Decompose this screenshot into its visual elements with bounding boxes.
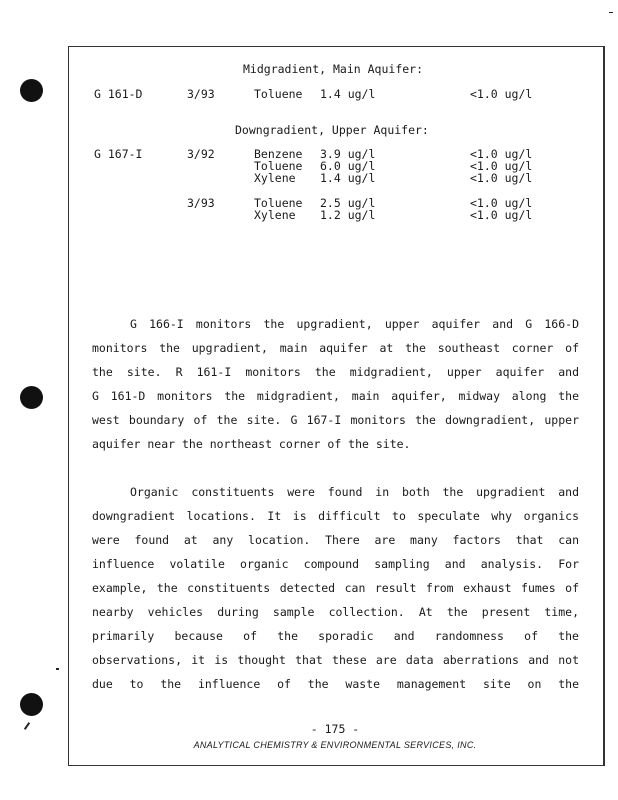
- concentration: 6.0 ug/l: [320, 159, 376, 173]
- text-line: the site. R 161-I monitors the midgradient, upper aquifer and: [92, 365, 579, 379]
- scan-speck: [24, 722, 30, 730]
- section-heading-downgradient: Downgradient, Upper Aquifer:: [235, 123, 429, 137]
- page-number: - 175 -: [310, 722, 360, 736]
- text-line: were found at any location. There are many factors that can: [92, 533, 579, 547]
- concentration: 1.2 ug/l: [320, 208, 376, 222]
- text-line: G 161-D monitors the midgradient, main aquifer, midway along the: [92, 389, 579, 403]
- compound: Toluene: [254, 87, 303, 101]
- sample-date: 3/92: [187, 147, 215, 161]
- concentration: 1.4 ug/l: [320, 87, 376, 101]
- text-line: observations, it is thought that these are data aberrations and not: [92, 653, 579, 667]
- section-heading-midgradient: Midgradient, Main Aquifer:: [243, 62, 424, 76]
- compound: Toluene: [254, 196, 303, 210]
- text-line: due to the influence of the waste management site on the: [92, 677, 579, 691]
- detection-limit: <1.0 ug/l: [470, 159, 533, 173]
- well-id: G 161-D: [94, 87, 143, 101]
- text-line: Organic constituents were found in both the upgradient and: [130, 485, 579, 499]
- text-line: nearby vehicles during sample collection. At the present time,: [92, 605, 579, 619]
- concentration: 3.9 ug/l: [320, 147, 376, 161]
- compound: Toluene: [254, 159, 303, 173]
- well-id: G 167-I: [94, 147, 143, 161]
- lab-name: ANALYTICAL CHEMISTRY & ENVIRONMENTAL SERVICES, INC.: [193, 740, 477, 750]
- detection-limit: <1.0 ug/l: [470, 208, 533, 222]
- text-line: aquifer near the northeast corner of the site.: [92, 437, 411, 451]
- compound: Benzene: [254, 147, 303, 161]
- text-line: influence volatile organic compound sampling and analysis. For: [92, 557, 579, 571]
- binder-hole-top: [20, 79, 43, 102]
- text-line: G 166-I monitors the upgradient, upper aquifer and G 166-D: [130, 317, 579, 331]
- text-line: primarily because of the sporadic and randomness of the: [92, 629, 579, 643]
- detection-limit: <1.0 ug/l: [470, 87, 533, 101]
- text-line: example, the constituents detected can result from exhaust fumes of: [92, 581, 579, 595]
- text-line: monitors the upgradient, main aquifer at the southeast corner of: [92, 341, 579, 355]
- sample-date: 3/93: [187, 196, 215, 210]
- scan-speck: [56, 668, 59, 670]
- paragraph-monitoring-wells: [92, 312, 579, 456]
- compound: Xylene: [254, 171, 296, 185]
- detection-limit: <1.0 ug/l: [470, 196, 533, 210]
- sample-date: 3/93: [187, 87, 215, 101]
- text-line: west boundary of the site. G 167-I monitors the downgradient, upper: [92, 413, 579, 427]
- binder-hole-bottom: [20, 693, 43, 716]
- text-line: downgradient locations. It is difficult to speculate why organics: [92, 509, 579, 523]
- concentration: 2.5 ug/l: [320, 196, 376, 210]
- compound: Xylene: [254, 208, 296, 222]
- scan-speck: [609, 12, 613, 13]
- detection-limit: <1.0 ug/l: [470, 171, 533, 185]
- binder-hole-middle: [20, 386, 43, 409]
- detection-limit: <1.0 ug/l: [470, 147, 533, 161]
- paragraph-organic-constituents: [92, 480, 579, 696]
- concentration: 1.4 ug/l: [320, 171, 376, 185]
